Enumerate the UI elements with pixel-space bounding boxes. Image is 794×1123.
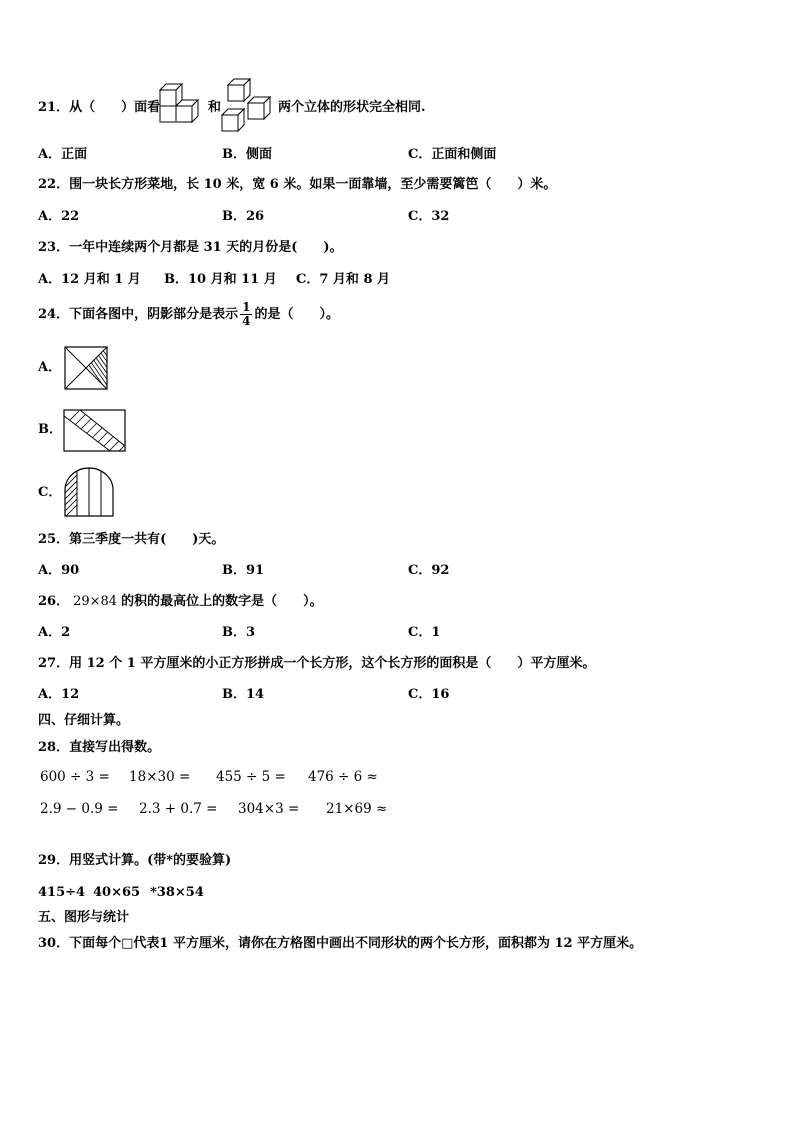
q26-line: [38, 594, 323, 610]
q22-option-a[interactable]: A．22: [38, 209, 80, 224]
q28-item-2: 18×30 =: [129, 769, 191, 785]
q21-prefix: 21．从（ ）面看: [38, 100, 161, 115]
q28-item-1: 600 ÷ 3 =: [40, 769, 110, 785]
q22-text: 22．围一块长方形菜地，长 10 米，宽 6 米。如果一面靠墙，至少需要篱笆（ ）米。: [38, 177, 557, 192]
q29-text: 29．用竖式计算。(带*的要验算): [38, 853, 232, 868]
q24-figure-b: [62, 408, 128, 454]
q24-option-a[interactable]: A．: [38, 360, 62, 375]
q24-option-b[interactable]: B．: [38, 422, 62, 437]
section-4-heading: 四、仔细计算。: [38, 713, 130, 728]
q22-option-b[interactable]: B．26: [222, 209, 265, 224]
q24-line: [38, 300, 339, 330]
q24-frac-num: 1: [242, 300, 251, 314]
q26-option-c[interactable]: C．1: [408, 625, 441, 640]
q25-option-b[interactable]: B．91: [222, 563, 265, 578]
q21-option-b[interactable]: B．侧面: [222, 147, 272, 162]
q23-option-c[interactable]: C．7 月和 8 月: [296, 272, 391, 287]
q24-figure-c: [62, 466, 116, 518]
q22-option-c[interactable]: C．32: [408, 209, 450, 224]
q27-option-a[interactable]: A．12: [38, 687, 80, 702]
q28-item-3: 455 ÷ 5 =: [216, 769, 286, 785]
q28-item-7: 304×3 =: [238, 801, 300, 817]
q25-option-a[interactable]: A．90: [38, 563, 80, 578]
q28-item-6: 2.3 + 0.7 =: [139, 801, 218, 817]
q24-option-c[interactable]: C．: [38, 485, 62, 500]
q25-text: 25．第三季度一共有( )天。: [38, 532, 225, 547]
q21-option-a[interactable]: A．正面: [38, 147, 88, 162]
q27-option-c[interactable]: C．16: [408, 687, 450, 702]
q23-option-a[interactable]: A．12 月和 1 月: [38, 272, 141, 287]
q26-option-b[interactable]: B．3: [222, 625, 256, 640]
q24-suffix: 的是（ ）。: [254, 307, 339, 322]
q27-option-b[interactable]: B．14: [222, 687, 265, 702]
q28-text: 28．直接写出得数。: [38, 740, 161, 755]
q28-item-8: 21×69 ≈: [326, 801, 388, 817]
q21-cube-figure-2: [220, 77, 280, 137]
q30-text: 30．下面每个□代表1 平方厘米，请你在方格图中画出不同形状的两个长方形，面积都为 12 平方厘米。: [38, 936, 643, 951]
q21-line: [38, 100, 160, 116]
q26-option-a[interactable]: A．2: [38, 625, 71, 640]
q21-option-c[interactable]: C．正面和侧面: [408, 147, 497, 162]
q26-text: 的积的最高位上的数字是（ ）。: [121, 594, 323, 609]
q23-text: 23．一年中连续两个月都是 31 天的月份是( )。: [38, 240, 343, 255]
q29-item-2: 40×65: [93, 885, 141, 900]
q26-expr: 29×84: [73, 594, 118, 609]
q24-figure-a: [63, 345, 109, 391]
q26-num: 26．: [38, 594, 70, 609]
q25-option-c[interactable]: C．92: [408, 563, 450, 578]
q21-suffix: 两个立体的形状完全相同.: [278, 100, 426, 115]
q29-item-3: *38×54: [150, 885, 204, 900]
q28-item-5: 2.9 − 0.9 =: [40, 801, 119, 817]
q24-fraction: [240, 301, 252, 328]
q24-frac-den: 4: [242, 314, 251, 328]
q21-mid: 和: [208, 100, 222, 115]
q23-option-b[interactable]: B．10 月和 11 月: [164, 272, 277, 287]
q27-text: 27．用 12 个 1 平方厘米的小正方形拼成一个长方形，这个长方形的面积是（ ）平方厘米。: [38, 656, 596, 671]
q28-item-4: 476 ÷ 6 ≈: [308, 769, 378, 785]
q24-prefix: 24．下面各图中，阴影部分是表示: [38, 307, 239, 322]
q21-cube-figure-1: [156, 82, 208, 134]
q29-item-1: 415÷4: [38, 885, 86, 900]
section-5-heading: 五、图形与统计: [38, 910, 130, 925]
